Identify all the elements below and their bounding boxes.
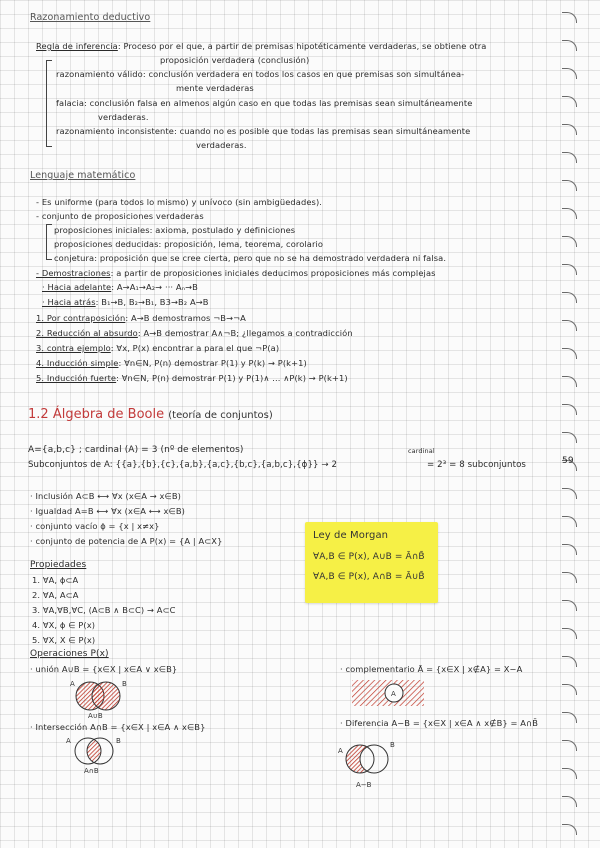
spiral-ring xyxy=(562,152,577,163)
falacia-text2: verdaderas. xyxy=(98,112,149,122)
m3-label: 3. contra ejemplo xyxy=(36,343,111,353)
spiral-ring xyxy=(562,376,577,387)
spiral-ring xyxy=(562,628,577,639)
adelante-line xyxy=(42,282,198,293)
union-line: · unión A∪B = {x∈X | x∈A ∨ x∈B} xyxy=(30,664,178,674)
inconsistente-line xyxy=(56,126,470,137)
cardinal-note: cardinal xyxy=(408,447,435,455)
valido-label: razonamiento válido xyxy=(56,69,143,79)
metodo-5 xyxy=(36,373,348,384)
inconsistente-label: razonamiento inconsistente xyxy=(56,126,174,136)
heading-lenguaje: Lenguaje matemático xyxy=(30,170,136,181)
m3-text: : ∀x, P(x) encontrar a para el que ¬P(a) xyxy=(110,343,280,353)
atras-text: : B₁→B, B₂→B₁, B3→B₂ A→B xyxy=(95,297,209,307)
bracket-1 xyxy=(46,60,52,147)
spiral-ring xyxy=(562,824,577,835)
difference-label-b: B xyxy=(390,741,395,749)
spiral-ring xyxy=(562,40,577,51)
spiral-ring xyxy=(562,236,577,247)
interseccion-line: · Intersección A∩B = {x∈X | x∈A ∧ x∈B} xyxy=(30,722,206,732)
spiral-ring xyxy=(562,796,577,807)
regla-text: : Proceso por el que, a partir de premisas hipotéticamente verdaderas, se obtiene otra xyxy=(117,41,487,51)
falacia-label: falacia xyxy=(56,98,85,108)
spiral-ring xyxy=(562,768,577,779)
adelante-text: : A→A₁→A₂→ ··· Aₙ→B xyxy=(111,282,198,292)
prop-deducidas: proposiciones deducidas: proposición, lema, teorema, corolario xyxy=(54,239,324,249)
venn-complement-diagram xyxy=(350,676,430,710)
morgan-line2: ∀A,B ∈ P(x), A∩B = Ā∪B̄ xyxy=(313,572,425,582)
margin-number: 59 xyxy=(562,456,574,466)
prop-iniciales: proposiciones iniciales: axioma, postulado y definiciones xyxy=(54,225,296,235)
spiral-ring xyxy=(562,740,577,751)
complement-label-a: A xyxy=(391,690,396,698)
atras-line xyxy=(42,297,209,308)
vacio-line: · conjunto vacío ϕ = {x | x≠x} xyxy=(30,521,160,531)
spiral-ring xyxy=(562,180,577,191)
union-label-a: A xyxy=(70,680,75,688)
m5-label: 5. Inducción fuerte xyxy=(36,373,117,383)
conjetura: conjetura: proposición que se cree cierta, pero que no se ha demostrado verdadera ni falsa. xyxy=(54,253,447,263)
section-subtitle: (teoría de conjuntos) xyxy=(168,410,273,421)
m5-text: : ∀n∈N, P(n) demostrar P(1) y P(1)∧ ... ∧P(k) → P(k+1) xyxy=(116,373,348,383)
inclusion-line: · Inclusión A⊂B ⟷ ∀x (x∈A → x∈B) xyxy=(30,491,181,501)
falacia-text: : conclusión falsa en almenos algún caso en que todas las premisas sean simultáneamente xyxy=(84,98,473,108)
igualdad-line: · Igualdad A=B ⟷ ∀x (x∈A ⟷ x∈B) xyxy=(30,506,185,516)
venn-intersection-diagram xyxy=(60,733,140,775)
union-circle-b xyxy=(92,682,120,710)
spiral-ring xyxy=(562,572,577,583)
spiral-ring xyxy=(562,292,577,303)
potencia-line: · conjunto de potencia de A P(x) = {A | A⊂X} xyxy=(30,536,223,546)
subconjuntos-line: Subconjuntos de A: {{a},{b},{c},{a,b},{a,c},{b,c},{a,b,c},{ϕ}} → 2 xyxy=(28,460,338,470)
spiral-ring xyxy=(562,516,577,527)
venn-union-diagram xyxy=(62,676,142,718)
spiral-ring xyxy=(562,12,577,23)
spiral-ring xyxy=(562,544,577,555)
spiral-ring xyxy=(562,264,577,275)
morgan-sticky-note xyxy=(305,522,438,603)
regla-line xyxy=(36,41,486,52)
falacia-line xyxy=(56,98,472,109)
intersection-label-b: B xyxy=(116,737,121,745)
atras-label: · Hacia atrás xyxy=(42,297,96,307)
difference-caption: A−B xyxy=(356,781,372,789)
lenguaje-line1: - Es uniforme (para todos lo mismo) y unívoco (sin ambigüedades). xyxy=(36,197,323,207)
complementario-line: · complementario Ā = {x∈X | x∉A} = X−A xyxy=(340,664,523,674)
cardinal-line: A={a,b,c} ; cardinal (A) = 3 (nº de elementos) xyxy=(28,445,244,455)
difference-label-a: A xyxy=(338,747,343,755)
propiedad-4: 4. ∀X, ϕ ∈ P(x) xyxy=(32,620,96,630)
heading-razonamiento: Razonamiento deductivo xyxy=(30,12,151,23)
regla-text2: proposición verdadera (conclusión) xyxy=(160,55,310,65)
valido-text: : conclusión verdadera en todos los casos en que premisas son simultánea- xyxy=(142,69,465,79)
demos-text: : a partir de proposiciones iniciales deducimos proposiciones más complejas xyxy=(110,268,436,278)
heading-propiedades: Propiedades xyxy=(30,560,87,570)
demostraciones-line xyxy=(36,268,436,279)
morgan-line1: ∀A,B ∈ P(x), A∪B = Ā∩B̄ xyxy=(313,552,425,562)
spiral-ring xyxy=(562,684,577,695)
m2-label: 2. Reducción al absurdo xyxy=(36,328,138,338)
section-number: 1.2 xyxy=(28,407,49,422)
diferencia-line: · Diferencia A−B = {x∈X | x∈A ∧ x∉B} = A∩B̄ xyxy=(340,718,539,728)
spiral-ring xyxy=(562,96,577,107)
venn-difference-diagram xyxy=(336,733,416,795)
union-label-b: B xyxy=(122,680,127,688)
propiedad-1: 1. ∀A, ϕ⊂A xyxy=(32,575,79,585)
demos-label: - Demostraciones xyxy=(36,268,111,278)
spiral-ring xyxy=(562,320,577,331)
spiral-ring xyxy=(562,348,577,359)
m4-label: 4. Inducción simple xyxy=(36,358,119,368)
morgan-title: Ley de Morgan xyxy=(313,530,389,541)
subconjuntos-result: = 2³ = 8 subconjuntos xyxy=(427,460,527,470)
spiral-ring xyxy=(562,404,577,415)
m1-label: 1. Por contraposición xyxy=(36,313,126,323)
valido-text2: mente verdaderas xyxy=(176,83,254,93)
m4-text: : ∀n∈N, P(n) demostrar P(1) y P(k) → P(k+1) xyxy=(118,358,307,368)
section-title: Álgebra de Boole xyxy=(52,407,165,422)
spiral-ring xyxy=(562,124,577,135)
inconsistente-text2: verdaderas. xyxy=(196,140,247,150)
m2-text: : A→B demostrar A∧¬B; ¿llegamos a contradicción xyxy=(137,328,353,338)
intersection-caption: A∩B xyxy=(84,767,99,775)
metodo-4 xyxy=(36,358,307,369)
valido-line xyxy=(56,69,464,80)
adelante-label: · Hacia adelante xyxy=(42,282,112,292)
spiral-ring xyxy=(562,712,577,723)
union-caption: A∪B xyxy=(88,712,103,720)
regla-label: Regla de inferencia xyxy=(36,41,118,51)
spiral-ring xyxy=(562,488,577,499)
bracket-2 xyxy=(46,224,52,260)
propiedad-3: 3. ∀A,∀B,∀C, (A⊂B ∧ B⊂C) → A⊂C xyxy=(32,605,176,615)
metodo-1 xyxy=(36,313,246,324)
spiral-ring xyxy=(562,656,577,667)
spiral-ring xyxy=(562,432,577,443)
heading-algebra-boole xyxy=(28,407,273,422)
spiral-ring xyxy=(562,600,577,611)
spiral-ring xyxy=(562,68,577,79)
metodo-3 xyxy=(36,343,279,354)
lenguaje-line2: - conjunto de proposiciones verdaderas xyxy=(36,211,204,221)
propiedad-5: 5. ∀X, X ∈ P(x) xyxy=(32,635,96,645)
spiral-ring xyxy=(562,208,577,219)
metodo-2 xyxy=(36,328,353,339)
propiedad-2: 2. ∀A, A⊂A xyxy=(32,590,79,600)
intersection-label-a: A xyxy=(66,737,71,745)
inconsistente-text: : cuando no es posible que todas las premisas sean simultáneamente xyxy=(173,126,471,136)
heading-operaciones: Operaciones P(x) xyxy=(30,649,109,659)
m1-text: : A→B demostramos ¬B→¬A xyxy=(125,313,246,323)
